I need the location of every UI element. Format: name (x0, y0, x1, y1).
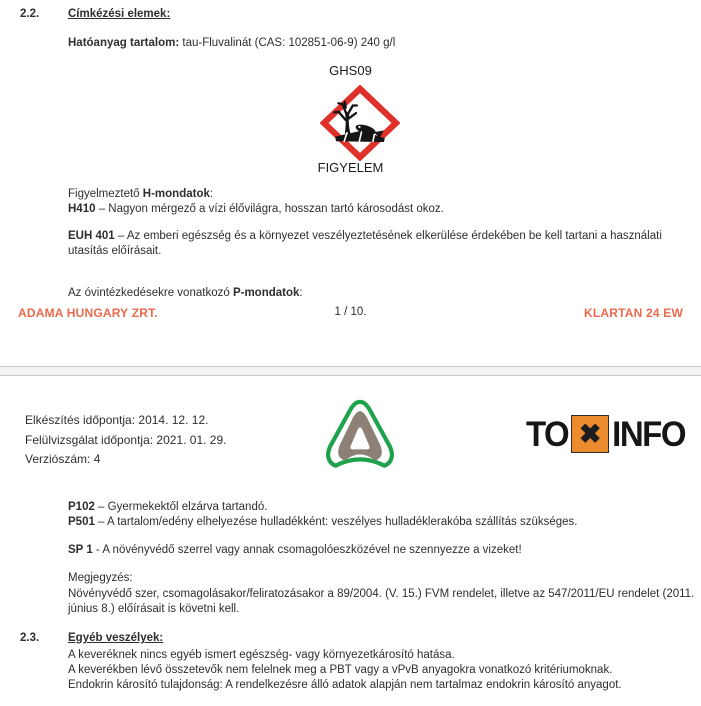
euh401-statement (68, 229, 688, 259)
p-statements-intro (68, 286, 688, 301)
p102-statement (68, 500, 688, 530)
p102-code: P102 (68, 501, 95, 513)
sp1-statement (68, 543, 688, 558)
section-number: 2.3. (20, 632, 40, 644)
toxinfo-x-square-icon (571, 415, 609, 453)
p501-statement (68, 515, 688, 530)
footer-product-name: KLARTAN 24 EW (583, 306, 683, 320)
other-hazard-line: Endokrin károsító tulajdonság: A rendelkezésre álló adatok alapján nem tartalmaz endokrin károsító anyagot. (68, 679, 622, 692)
note-label: Megjegyzés: (68, 572, 133, 584)
other-hazards-block (68, 648, 696, 694)
section-number: 2.2. (20, 8, 40, 20)
note-text: Növényvédő szer, csomagolásakor/feliratozásakor a 89/2004. (V. 15.) FVM rendelet, illetve az 547/2011/EU rendelet (2011. június 8.) előírásait is követni kell. (68, 588, 695, 616)
adama-logo-icon (318, 396, 402, 480)
active-ingredient-value: tau-Fluvalinát (CAS: 102851-06-9) 240 g/l (179, 37, 396, 49)
other-hazard-line: A keveréknek nincs egyéb ismert egészség- vagy környezetkárosító hatása. (68, 649, 455, 661)
signal-word: FIGYELEM (317, 160, 384, 175)
active-ingredient-label: Hatóanyag tartalom: (68, 37, 180, 49)
other-hazard-line: A keverékben lévő összetevők nem felelnek meg a PBT vagy a vPvB anyagokra vonatkozó kritériumoknak. (68, 664, 613, 677)
active-ingredient-line (68, 36, 688, 51)
page-break-divider (0, 366, 701, 376)
h-statements-intro (68, 187, 688, 202)
p501-text: – A tartalom/edény elhelyezése hulladékként: veszélyes hulladéklerakóba szállítás szükséges. (94, 516, 578, 529)
h410-code: H410 (68, 203, 96, 215)
ghs09-environment-pictogram-icon (320, 85, 400, 161)
created-date-line: Elkészítés időpontja: 2014. 12. 12. (25, 413, 209, 427)
sp1-text: - A növényvédő szerrel vagy annak csomagolóeszközével ne szennyezze a vizeket! (92, 544, 522, 556)
p102-text: – Gyermekektől elzárva tartandó. (94, 501, 268, 513)
euh401-code: EUH 401 (68, 230, 115, 242)
footer-page-number: 1 / 10. (334, 306, 367, 318)
h410-statement (68, 202, 688, 217)
version-number-line: Verziószám: 4 (25, 452, 101, 466)
section-title: Egyéb veszélyek: (68, 632, 164, 644)
harmful-x-icon: ✖ (578, 418, 602, 449)
h-intro-suffix: : (209, 188, 214, 200)
h410-text: – Nagyon mérgező a vízi élővilágra, hosszan tartó károsodást okoz. (95, 203, 444, 215)
footer-company: ADAMA HUNGARY ZRT. (18, 306, 158, 320)
h-intro-bold: H-mondatok (142, 188, 210, 200)
page1-footer (0, 306, 701, 324)
p501-code: P501 (68, 516, 95, 529)
ghs-code-label: GHS09 (329, 63, 372, 78)
p-intro-prefix: Az óvintézkedésekre vonatkozó (68, 287, 233, 299)
toxinfo-text-to: TO (525, 413, 569, 454)
sp1-code: SP 1 (68, 544, 93, 556)
section-title: Címkézési elemek: (68, 8, 171, 20)
euh401-text: – Az emberi egészség és a környezet veszélyeztetésének elkerülése érdekében be kell tartani a használati utasítás előírásait. (68, 230, 662, 258)
p-intro-suffix: : (299, 287, 303, 299)
revision-date-line: Felülvizsgálat időpontja: 2021. 01. 29. (25, 432, 227, 447)
h-intro-prefix: Figyelmeztető (68, 188, 143, 200)
toxinfo-text-info: INFO (612, 413, 685, 454)
toxinfo-logo (526, 415, 685, 453)
p-intro-bold: P-mondatok (232, 287, 300, 299)
document-meta-block (25, 411, 226, 470)
